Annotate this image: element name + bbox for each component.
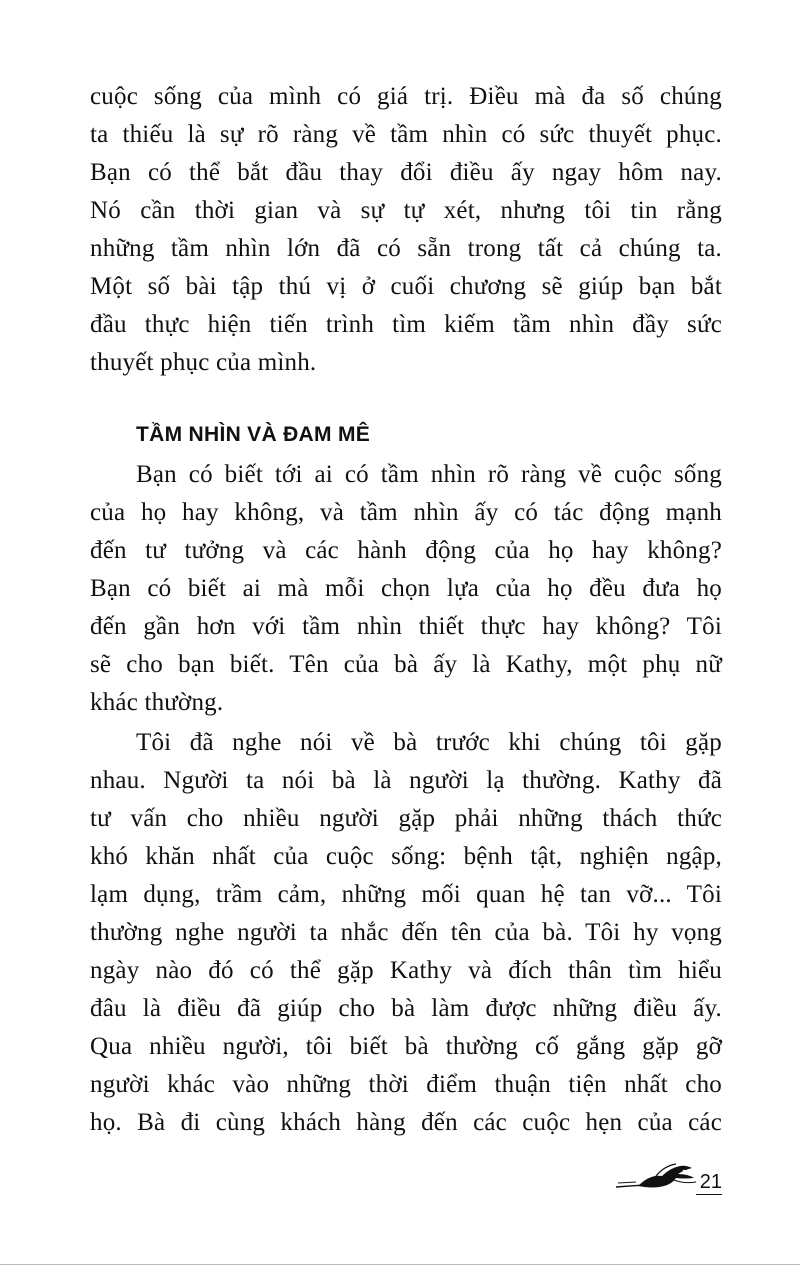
text-line: đầu thực hiện tiến trình tìm kiếm tầm nhìn đầy sức <box>90 311 722 338</box>
section-heading: TẦM NHÌN VÀ ĐAM MÊ <box>136 423 371 446</box>
text-line: thuyết phục của mình. <box>90 349 317 376</box>
page-number: 21 <box>696 1170 722 1195</box>
text-line: cuộc sống của mình có giá trị. Điều mà đa số chúng <box>90 83 722 110</box>
text-line: người khác vào những thời điểm thuận tiện nhất cho <box>90 1071 722 1098</box>
text-line: Bạn có biết tới ai có tầm nhìn rõ ràng về cuộc sống <box>136 461 722 488</box>
text-line: Nó cần thời gian và sự tự xét, nhưng tôi tin rằng <box>90 197 722 224</box>
text-line: lạm dụng, trầm cảm, những mối quan hệ tan vỡ... Tôi <box>90 881 722 908</box>
text-line: khác thường. <box>90 689 224 716</box>
text-line: đến tư tưởng và các hành động của họ hay không? <box>90 537 722 564</box>
bird-flourish-icon <box>614 1162 698 1195</box>
text-line: Qua nhiều người, tôi biết bà thường cố gắng gặp gỡ <box>90 1033 722 1060</box>
text-line: Bạn có thể bắt đầu thay đổi điều ấy ngay hôm nay. <box>90 159 722 186</box>
text-line: họ. Bà đi cùng khách hàng đến các cuộc hẹn của các <box>90 1109 722 1136</box>
text-line: tư vấn cho nhiều người gặp phải những thách thức <box>90 805 722 832</box>
text-line: đến gần hơn với tầm nhìn thiết thực hay không? Tôi <box>90 613 722 640</box>
text-line: ngày nào đó có thể gặp Kathy và đích thân tìm hiểu <box>90 957 722 984</box>
scan-edge-divider <box>0 1264 800 1265</box>
text-line: Bạn có biết ai mà mỗi chọn lựa của họ đều đưa họ <box>90 575 722 602</box>
text-line: đâu là điều đã giúp cho bà làm được những điều ấy. <box>90 995 722 1022</box>
text-line: của họ hay không, và tầm nhìn ấy có tác động mạnh <box>90 499 722 526</box>
text-line: khó khăn nhất của cuộc sống: bệnh tật, nghiện ngập, <box>90 843 722 870</box>
text-line: Một số bài tập thú vị ở cuối chương sẽ giúp bạn bắt <box>90 273 722 300</box>
text-line: thường nghe người ta nhắc đến tên của bà. Tôi hy vọng <box>90 919 722 946</box>
text-line: ta thiếu là sự rõ ràng về tầm nhìn có sức thuyết phục. <box>90 121 722 148</box>
page-footer <box>614 1162 722 1195</box>
text-line: nhau. Người ta nói bà là người lạ thường. Kathy đã <box>90 767 722 794</box>
text-line: Tôi đã nghe nói về bà trước khi chúng tôi gặp <box>136 729 722 756</box>
text-line: sẽ cho bạn biết. Tên của bà ấy là Kathy, một phụ nữ <box>90 651 722 678</box>
text-line: những tầm nhìn lớn đã có sẵn trong tất cả chúng ta. <box>90 235 722 262</box>
